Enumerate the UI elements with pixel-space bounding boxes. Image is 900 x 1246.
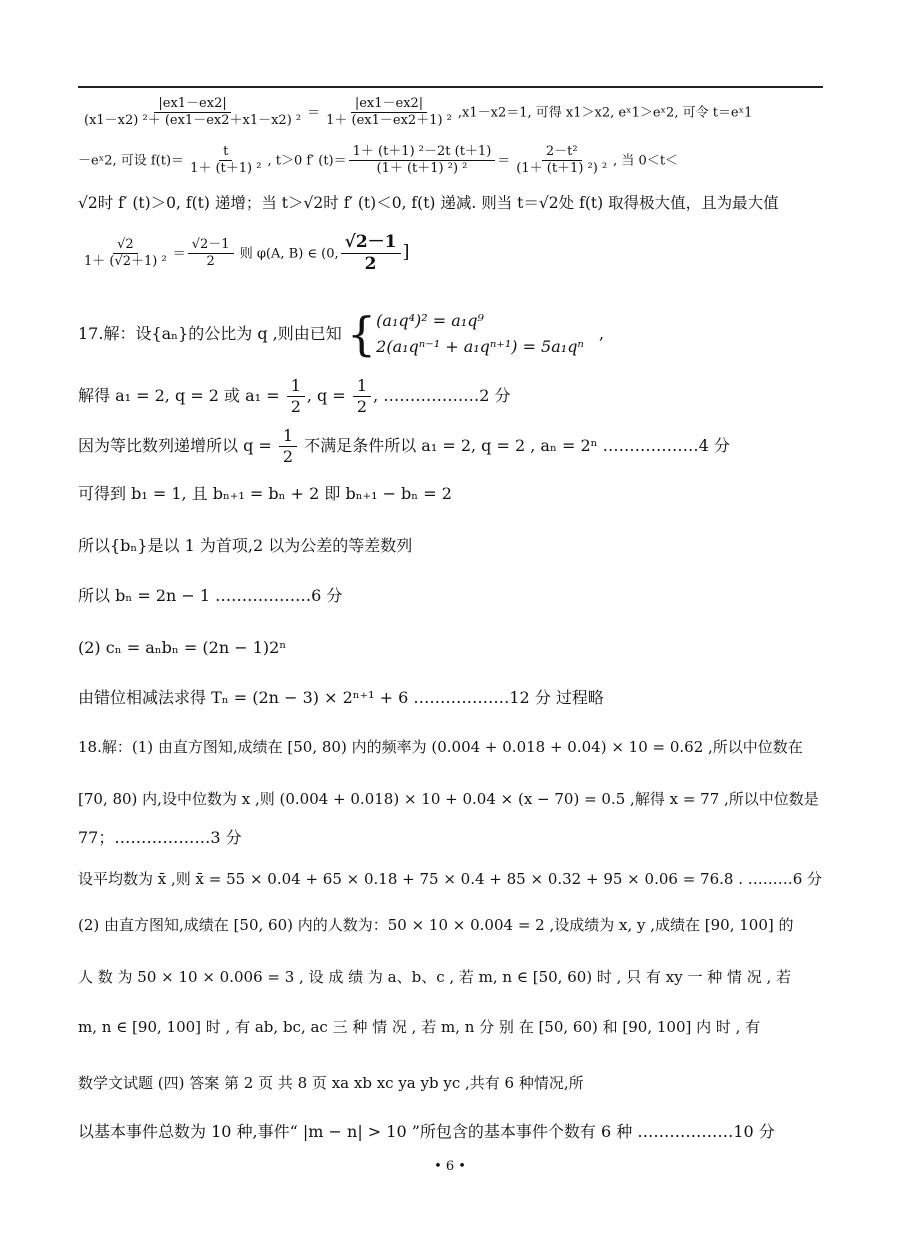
- q17-line-6: 所以 bₙ = 2n − 1 ………………6 分: [78, 586, 343, 605]
- fraction: $\frac{1}{2}$: [353, 376, 371, 417]
- q18-line-4: 设平均数为 x̄ ,则 x̄ = 55 × 0.04 + 65 × 0.18 + 75 × 0.4 + 85 × 0.32 + 95 × 0.06 = 76.8 . ………6 分: [78, 870, 823, 888]
- q17-line-5: 所以{bₙ}是以 1 为首项,2 以为公差的等差数列: [78, 536, 413, 555]
- q17-line-4: 可得到 b₁ = 1, 且 bₙ₊₁ = bₙ + 2 即 bₙ₊₁ − bₙ = 2: [78, 484, 452, 503]
- fraction: $\frac{√2}{\text{1＋ (√2＋1) ²}}$: [84, 237, 167, 270]
- q17-line-3: 因为等比数列递增所以 q = $\frac{1}{2}$ 不满足条件所以 a₁ = 2, q = 2 , aₙ = 2ⁿ ………………4 分: [78, 426, 730, 466]
- fraction: $\frac{1}{2}$: [279, 426, 297, 467]
- fraction: $\frac{\text{1＋ (t＋1) ²－2t (t＋1)}}{\text{(1＋ (t＋1) ²) ²}}$: [349, 144, 496, 178]
- q18-line-7: m, n ∈ [90, 100] 时 , 有 ab, bc, ac 三 种 情 况 , 若 m, n 分 别 在 [50, 60) 和 [90, 100] 内 时 , 有: [78, 1018, 761, 1036]
- fraction: $\frac{√2-1}{2}$: [188, 237, 234, 271]
- q18-line-1: 18.解：(1) 由直方图知,成绩在 [50, 80) 内的频率为 (0.004 + 0.018 + 0.04) × 10 = 0.62 ,所以中位数在: [78, 738, 803, 756]
- q18-line-3: 77；………………3 分: [78, 828, 242, 847]
- fraction: $\frac{√2-1}{2}$: [341, 232, 401, 276]
- continuation-line-2: －eˣ2, 可设 f(t)＝ $\frac{t}{\text{1＋ (t＋1) ²}}$ , t＞0 f′ (t)＝ $\frac{\text{1＋ (t＋1) ²－2t (t＋1)}}{\text{(1＋ (t＋1) ²) ²}}$ ＝ $\frac{\text{2－t²}}{\text{(1＋ (t＋1) ²) ²}}$ , 当 0＜t＜: [78, 144, 679, 177]
- fraction: $\frac{|ex1-ex2|}{\text{1＋ (ex1－ex2＋1) ²}}$: [326, 96, 452, 129]
- fraction: $\frac{1}{2}$: [287, 376, 305, 417]
- fraction: $\frac{\text{2－t²}}{\text{(1＋ (t＋1) ²) ²}}$: [516, 144, 608, 177]
- page-footer: 数学文试题 (四) 答案 第 2 页 共 8 页 xa xb xc ya yb yc ,共有 6 种情况,所: [78, 1074, 584, 1092]
- q18-line-9: 以基本事件总数为 10 种,事件“ |m − n| > 10 ”所包含的基本事件个数有 6 种 ………………10 分: [78, 1122, 775, 1141]
- q17-line-7: (2) cₙ = aₙbₙ = (2n − 1)2ⁿ: [78, 638, 287, 657]
- fraction: $\frac{|ex1-ex2|}{\text{(x1－x2) ²＋ (ex1－ex2＋x1－x2) ²}}$: [84, 96, 302, 129]
- q17-line-2: 解得 a₁ = 2, q = 2 或 a₁ = $\frac{1}{2}$ , q = $\frac{1}{2}$ , ………………2 分: [78, 376, 511, 416]
- fraction: $\frac{t}{\text{1＋ (t＋1) ²}}$: [190, 144, 262, 177]
- continuation-line-4: $\frac{√2}{\text{1＋ (√2＋1) ²}}$ ＝ $\frac{√2-1}{2}$ 则 φ(A, B) ∈ (0, $\frac{√2-1}{2}$ ]: [78, 232, 410, 276]
- top-rule: [78, 86, 823, 88]
- q18-line-5: (2) 由直方图知,成绩在 [50, 60) 内的人数为：50 × 10 × 0.004 = 2 ,设成绩为 x, y ,成绩在 [90, 100] 的: [78, 916, 794, 934]
- q18-line-6: 人 数 为 50 × 10 × 0.006 = 3 , 设 成 绩 为 a、b、c , 若 m, n ∈ [50, 60) 时 , 只 有 xy 一 种 情 况 , 若: [78, 968, 792, 986]
- q18-line-2: [70, 80) 内,设中位数为 x ,则 (0.004 + 0.018) × 10 + 0.04 × (x − 70) = 0.5 ,解得 x = 77 ,所以中位数是: [78, 790, 819, 808]
- page-number: • 6 •: [434, 1159, 466, 1174]
- continuation-line-1: $\frac{|ex1-ex2|}{\text{(x1－x2) ²＋ (ex1－ex2＋x1－x2) ²}}$ ＝ $\frac{|ex1-ex2|}{\text{1＋ (ex1－ex2＋1) ²}}$ ,x1－x2＝1, 可得 x1＞x2, eˣ1＞eˣ2, 可令 t＝eˣ1: [78, 96, 752, 130]
- q17-heading: 17.解：设{aₙ}的公比为 q ,则由已知 { (a₁q⁴)² = a₁q⁹ 2(a₁qⁿ⁻¹ + a₁qⁿ⁺¹) = 5a₁qⁿ ,: [78, 306, 605, 361]
- q17-line-8: 由错位相减法求得 Tₙ = (2n − 3) × 2ⁿ⁺¹ + 6 ………………12 分 过程略: [78, 688, 604, 707]
- equation-system: { (a₁q⁴)² = a₁q⁹ 2(a₁qⁿ⁻¹ + a₁qⁿ⁺¹) = 5a₁qⁿ: [346, 306, 584, 361]
- continuation-line-3: √2时 f′ (t)＞0, f(t) 递增；当 t＞√2时 f′ (t)＜0, f(t) 递减. 则当 t＝√2处 f(t) 取得极大值，且为最大值: [78, 194, 779, 212]
